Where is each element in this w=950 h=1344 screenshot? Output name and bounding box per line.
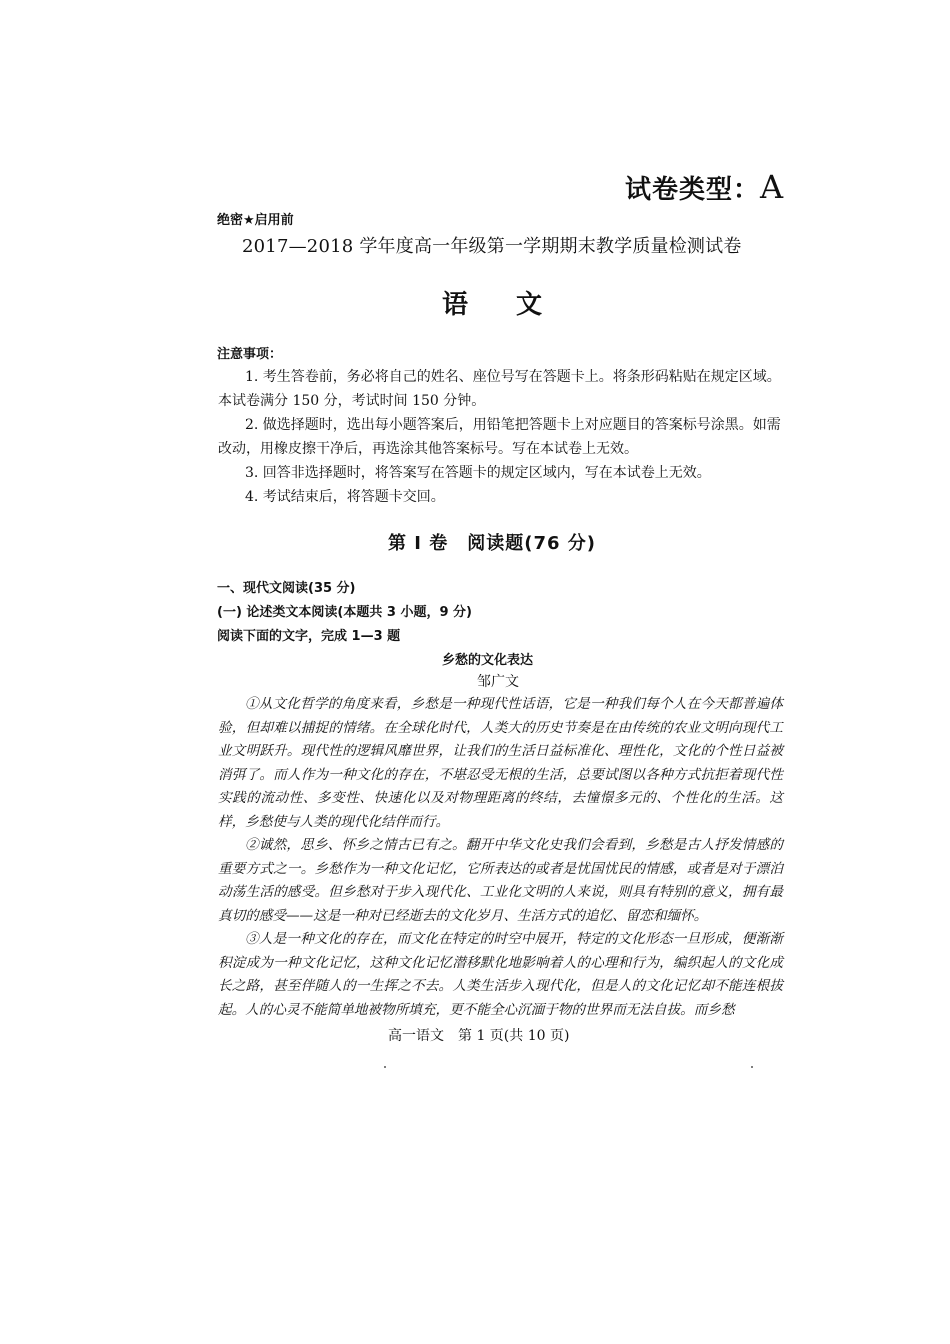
article-title: 乡愁的文化表达 [442, 653, 534, 668]
exam-title: 2017—2018 学年度高一年级第一学期期末教学质量检测试卷 [242, 236, 742, 257]
article-paragraph: ①从文化哲学的角度来看，乡愁是一种现代性话语，它是一种我们每个人在今天都普遍体验，但却难以捕捉的情绪。在全球化时代，人类大的历史节奏是在由传统的农业文明向现代工业文明跃升。现代性的逻辑风靡世界，让我们的生活日益标准化、理性化，文化的个性日益被消弭了。而人作为一种文化的存在，不堪忍受无根的生活，总要试图以各种方式抗拒着现代性实践的流动性、多变性、快速化以及对物理距离的终结，去憧憬多元的、个性化的生活。这样，乡愁使与人类的现代化结伴而行。 [218, 696, 783, 830]
notice-line: 本试卷满分 150 分，考试时间 150 分钟。 [218, 393, 486, 409]
confidential-label: 绝密★启用前 [217, 213, 294, 228]
notice-line: 3. 回答非选择题时，将答案写在答题卡的规定区域内，写在本试卷上无效。 [245, 465, 711, 481]
notice-title: 注意事项： [217, 347, 283, 362]
article-author: 邹广文 [477, 674, 519, 690]
sub-heading: (一) 论述类文本阅读(本题共 3 小题，9 分) [217, 605, 472, 620]
page-footer: 高一语文 第 1 页(共 10 页) [388, 1028, 570, 1044]
notice-line: 4. 考试结束后，将答题卡交回。 [245, 489, 445, 505]
section-title: 第 I 卷 阅读题(76 分) [388, 533, 596, 554]
notice-line: 改动，用橡皮擦干净后，再选涂其他答案标号。写在本试卷上无效。 [218, 441, 638, 457]
scan-speck [751, 1066, 753, 1068]
paper-type-grade: A [760, 168, 785, 206]
paper-type-label [625, 168, 784, 206]
scan-speck [384, 1066, 386, 1068]
reading-instruction: 阅读下面的文字，完成 1—3 题 [217, 629, 401, 644]
article-paragraph: ③人是一种文化的存在，而文化在特定的时空中展开，特定的文化形态一旦形成，便渐渐积淀成为一种文化记忆，这种文化记忆潜移默化地影响着人的心理和行为，编织起人的文化成长之路，甚至伴随人的一生挥之不去。人类生活步入现代化，但是人的文化记忆却不能连根拔起。人的心灵不能简单地被物所填充，更不能全心沉湎于物的世界而无法自拔。而乡愁 [218, 931, 783, 1018]
subject-title: 语文 [442, 290, 591, 320]
part-heading: 一、现代文阅读(35 分) [217, 581, 356, 596]
article-paragraph: ②诚然，思乡、怀乡之情古已有之。翻开中华文化史我们会看到，乡愁是古人抒发情感的重要方式之一。乡愁作为一种文化记忆，它所表达的或者是忧国忧民的情感，或者是对于漂泊动荡生活的感受。但乡愁对于步入现代化、工业化文明的人来说，则具有特别的意义，拥有最真切的感受——这是一种对已经逝去的文化岁月、生活方式的追忆、留恋和缅怀。 [218, 837, 783, 924]
notice-line: 1. 考生答卷前，务必将自己的姓名、座位号写在答题卡上。将条形码粘贴在规定区域。 [245, 369, 781, 385]
paper-type-text: 试卷类型： [625, 175, 761, 205]
notice-line: 2. 做选择题时，选出每小题答案后，用铅笔把答题卡上对应题目的答案标号涂黑。如需 [245, 417, 781, 433]
